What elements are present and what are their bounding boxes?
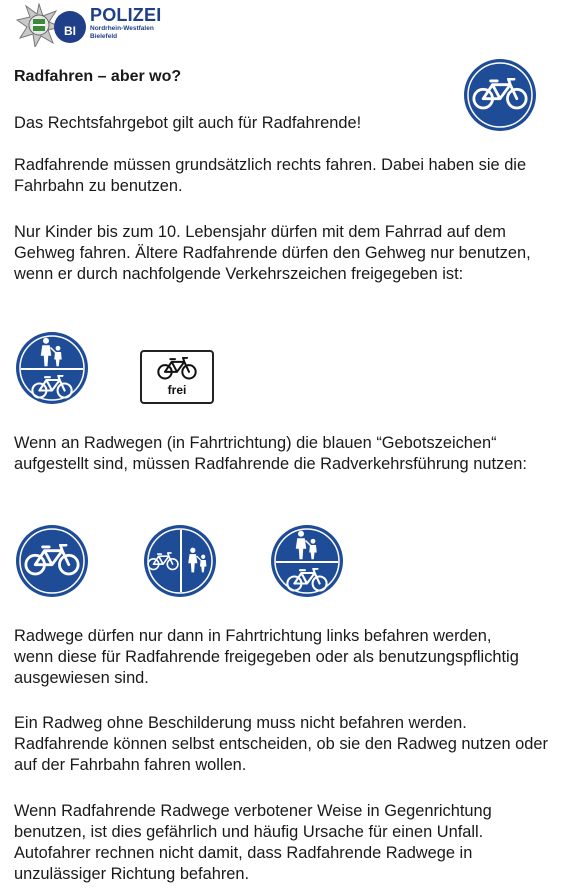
paragraph-gebotszeichen: Wenn an Radwegen (in Fahrtrichtung) die blauen “Gebotszeichen“ aufgestellt sind, müssen Radfahrende die Radverkehrsführung nutzen: [14, 434, 527, 473]
paragraph-gegenrichtung: Wenn Radfahrende Radwege verbotener Weise in Gegenrichtung benutzen, ist dies gefährlich und häufig Ursache für einen Unfall. Autofahrer rechnen nicht damit, dass Radfahrende Radwege in unzulässiger Richtung befahren. [14, 802, 492, 883]
bielefeld-badge: BI [54, 11, 86, 43]
logo-subtitle-city: Bielefeld [90, 33, 118, 40]
logo-subtitle-state: Nordrhein-Westfalen [90, 25, 154, 32]
paragraph-gehweg: Nur Kinder bis zum 10. Lebensjahr dürfen mit dem Fahrrad auf dem Gehweg fahren. Ältere Radfahrende dürfen den Gehweg nur benutzen, wenn er durch nachfolgende Verkehrszeichen freigegeben ist: [14, 223, 531, 283]
logo-title: POLIZEI [90, 5, 162, 25]
paragraph-ohne-beschilderung: Ein Radweg ohne Beschilderung muss nicht befahren werden. Radfahrende können selbst entscheiden, ob sie den Radweg nutzen oder auf der Fahrbahn fahren wollen. [14, 714, 548, 774]
page-title: Radfahren – aber wo? [14, 68, 182, 85]
paragraph-rechtsfahrgebot: Das Rechtsfahrgebot gilt auch für Radfahrende! [14, 114, 362, 132]
segregated-foot-bicycle-path-sign-icon [143, 524, 217, 598]
paragraph-links-befahren: Radwege dürfen nur dann in Fahrtrichtung links befahren werden, wenn diese für Radfahrende freigegeben oder als benutzungspflichtig ausgewiesen sind. [14, 627, 519, 687]
shared-foot-bicycle-path-sign-icon [270, 524, 344, 598]
logo-text [90, 5, 190, 41]
shared-foot-bicycle-path-sign-icon [15, 331, 89, 405]
bicycle-path-sign-icon [15, 524, 89, 598]
bicycles-allowed-sign [140, 350, 214, 404]
paragraph-rechts-fahren: Radfahrende müssen grundsätzlich rechts fahren. Dabei haben sie die Fahrbahn zu benutzen. [14, 156, 527, 195]
police-logo [16, 3, 186, 47]
frei-label: frei [167, 383, 187, 397]
